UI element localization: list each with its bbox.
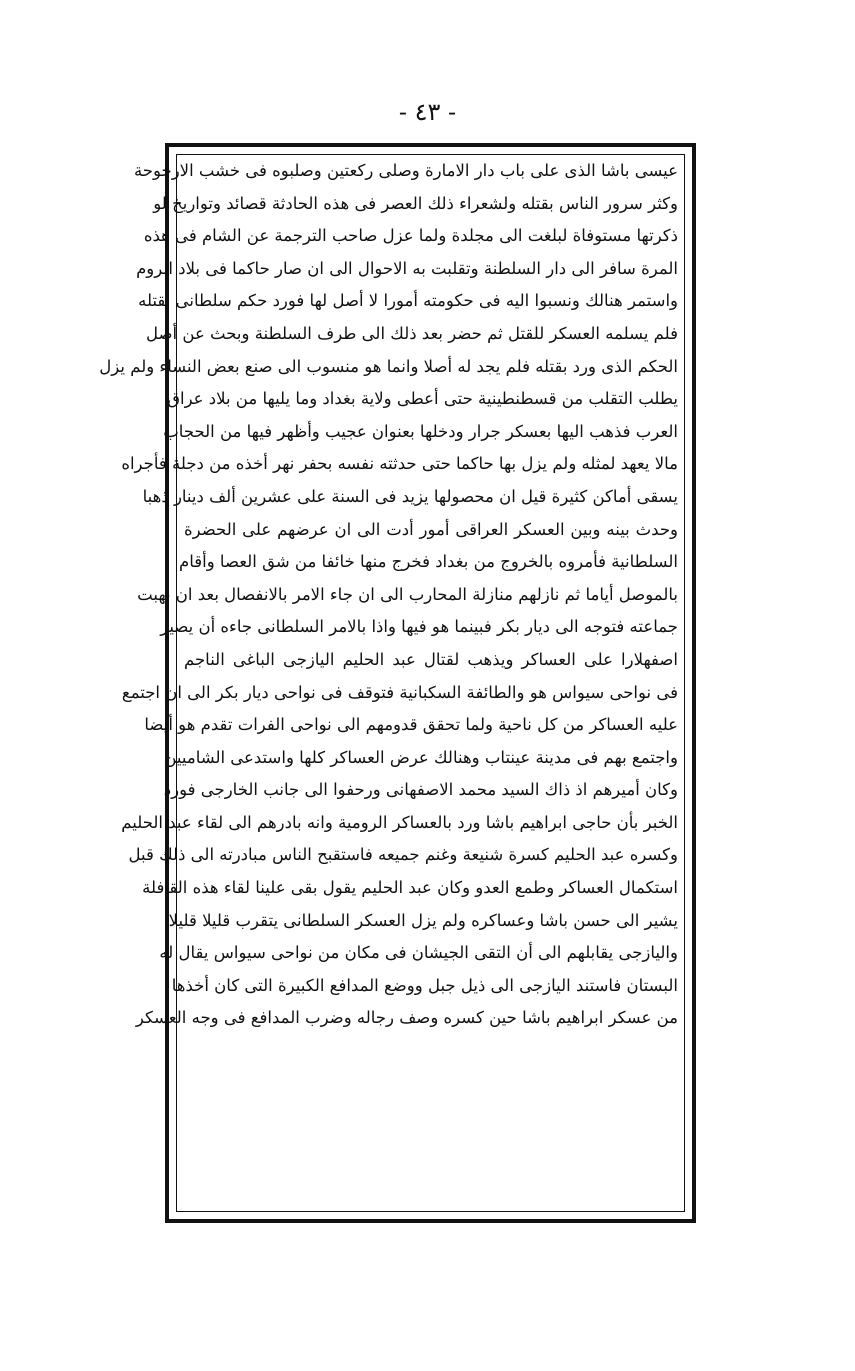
text-line: وكثر سرور الناس بقتله ولشعراء ذلك العصر فى هذه الحادثة قصائد وتواريخ لو [153, 193, 678, 213]
text-line: يشير الى حسن باشا وعساكره ولم يزل العسكر السلطانى يتقرب قليلا قليلا [168, 910, 678, 930]
text-line: السلطانية فأمروه بالخروج من بغداد فخرج منها خائفا من شق العصا وأقام [178, 552, 678, 572]
text-line: جماعته فتوجه الى ديار بكر فبينما هو فيها واذا بالامر السلطانى جاءه أن يصير [160, 617, 678, 637]
text-line: وكسره عبد الحليم كسرة شنيعة وغنم جميعه فاستقبح الناس مبادرته الى ذلك قبل [128, 845, 678, 865]
text-line: واليازجى يقابلهم الى أن التقى الجيشان فى مكان من نواحى سيواس يقال له [159, 943, 678, 963]
text-line: بالموصل أياما ثم نازلهم منازلة المحارب الى ان جاء الامر بالانفصال بعد ان نهبت [137, 584, 678, 604]
text-line: الخبر بأن حاجى ابراهيم باشا ورد بالعساكر الرومية وانه بادرهم الى لقاء عبد الحليم [121, 812, 678, 832]
text-line: استكمال العساكر وطمع العدو وكان عبد الحليم يقول بقى علينا لقاء هذه القافلة [142, 878, 678, 898]
text-line: الحكم الذى ورد بقتله فلم يجد له أصلا وانما هو منسوب الى صنع بعض النساء ولم يزل [99, 356, 678, 376]
text-line: يسقى أماكن كثيرة قيل ان محصولها يزيد فى السنة على عشرين ألف دينار ذهبا [142, 486, 678, 506]
text-line: اصفهلارا على العساكر ويذهب لقتال عبد الحليم اليازجى الباغى الناجم [184, 649, 678, 669]
text-line: واجتمع بهم فى مدينة عينتاب وهنالك عرض العساكر كلها واستدعى الشاميين [164, 747, 678, 767]
text-line: واستمر هنالك ونسبوا اليه فى حكومته أمورا لا أصل لها فورد حكم سلطانى بقتله [138, 291, 678, 311]
text-line: يطلب التقلب من قسطنطينية حتى أعطى ولاية بغداد وما يليها من بلاد عراق [167, 389, 678, 409]
text-line: البستان فاستند اليازجى الى ذيل جبل ووضع المدافع الكبيرة التى كان أخذها [171, 975, 678, 995]
text-line: فى نواحى سيواس هو والطائفة السكبانية فتوقف فى نواحى ديار بكر الى ان اجتمع [121, 682, 678, 702]
text-line: عيسى باشا الذى على باب دار الامارة وصلى ركعتين وصلبوه فى خشب الارجوحة [133, 161, 678, 180]
text-line: من عسكر ابراهيم باشا حين كسره وصف رجاله وضرب المدافع فى وجه العسكر [135, 1008, 678, 1028]
text-line: مالا يعهد لمثله ولم يزل بها حاكما حتى حدثته نفسه بحفر نهر أخذه من دجلة فأجراه [121, 454, 678, 474]
text-line: وكان أميرهم اذ ذاك السيد محمد الاصفهانى ورحفوا الى جانب الخارجى فورد [163, 780, 678, 800]
body-text [99, 155, 678, 1211]
text-line: فلم يسلمه العسكر للقتل ثم حضر بعد ذلك الى طرف السلطنة وبحث عن أصل [146, 323, 678, 343]
text-line: ذكرتها مستوفاة لبلغت الى مجلدة ولما عزل صاحب الترجمة عن الشام فى هذه [143, 226, 678, 246]
text-line: المرة سافر الى دار السلطنة وتقلبت به الاحوال الى ان صار حاكما فى بلاد الروم [136, 258, 678, 278]
text-line: العرب فذهب اليها بعسكر جرار ودخلها بعنوان عجيب وأظهر فيها من الحجاب [163, 421, 678, 441]
text-line: عليه العساكر من كل ناحية ولما تحقق قدومهم الى نواحى الفرات تقدم هو أيضا [144, 715, 678, 735]
page-number: - ٤٣ - [398, 98, 457, 126]
text-line: وحدث بينه وبين العسكر العراقى أمور أدت الى ان عرضهم على الحضرة [184, 519, 678, 539]
